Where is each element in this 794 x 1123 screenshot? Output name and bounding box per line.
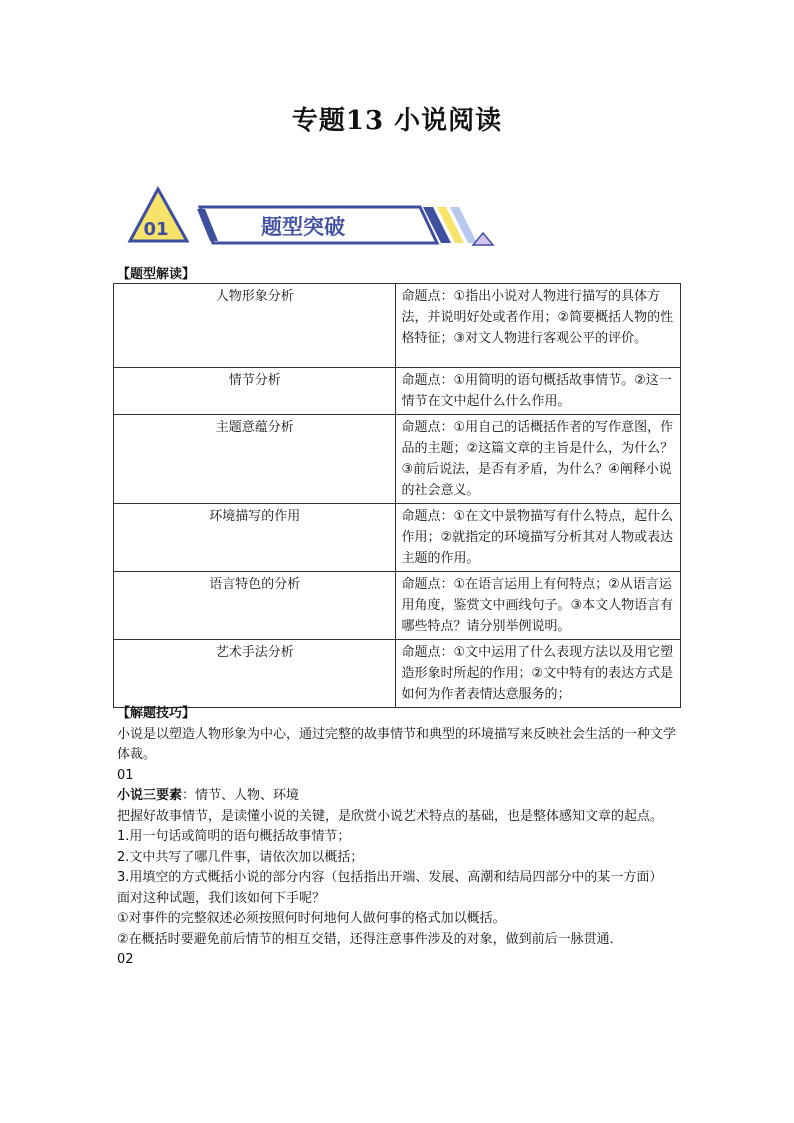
table-row	[114, 572, 681, 640]
small-triangle	[473, 233, 493, 245]
table-row	[114, 284, 681, 368]
banner-text: 题型突破	[261, 215, 345, 239]
section-banner	[125, 185, 495, 250]
section-number: 02	[117, 952, 134, 967]
desc-cell: 命题点：①文中运用了什么表现方法以及用它塑造形象时所起的作用；②文中特有的表达方式是如何为作者表情达意服务的；	[396, 640, 681, 708]
intro-paragraph: 小说是以塑造人物形象为中心，通过完整的故事情节和典型的环境描写来反映社会生活的一种文学体裁。	[117, 726, 677, 762]
list-item: 2.文中共写了哪几件事，请依次加以概括；	[117, 849, 364, 865]
type-cell: 语言特色的分析	[114, 572, 396, 640]
desc-cell: 命题点：①在语言运用上有何特点；②从语言运用角度，鉴赏文中画线句子。③本文人物语言有哪些特点？请分别举例说明。	[396, 572, 681, 640]
three-elements	[117, 786, 687, 807]
type-cell: 情节分析	[114, 368, 396, 415]
plot-paragraph: 把握好故事情节，是读懂小说的关键，是欣赏小说艺术特点的基础，也是整体感知文章的起点。	[117, 808, 664, 824]
type-cell: 艺术手法分析	[114, 640, 396, 708]
question-line: 面对这种试题，我们该如何下手呢？	[117, 890, 326, 906]
section-number: 01	[117, 767, 134, 783]
section-label-tips: 【解题技巧】	[117, 706, 196, 721]
desc-cell: 命题点：①用简明的语句概括故事情节。②这一情节在文中起什么什么作用。	[396, 368, 681, 415]
solving-tips	[117, 704, 687, 971]
table-row	[114, 368, 681, 415]
list-item: 3.用填空的方式概括小说的部分内容（包括指出开端、发展、高潮和结局四部分中的某一方面）	[117, 870, 663, 885]
question-type-table	[113, 283, 681, 708]
type-cell: 环境描写的作用	[114, 504, 396, 572]
tip-item: ①对事件的完整叙述必须按照何时何地何人做何事的格式加以概括。	[117, 911, 506, 926]
three-elements-label: 小说三要素	[117, 788, 183, 803]
section-label-interpretation: 【题型解读】	[117, 267, 196, 282]
three-elements-items: ：情节、人物、环境	[182, 788, 300, 803]
table-row	[114, 640, 681, 708]
list-item: 1.用一句话或简明的语句概括故事情节；	[117, 829, 351, 844]
desc-cell: 命题点：①指出小说对人物进行描写的具体方法，并说明好处或者作用；②简要概括人物的性格特征；③对文人物进行客观公平的评价。	[396, 284, 681, 368]
type-cell: 人物形象分析	[114, 284, 396, 368]
table-row	[114, 415, 681, 504]
desc-cell: 命题点：①用自己的话概括作者的写作意图，作品的主题；②这篇文章的主旨是什么，为什么？③前后说法，是否有矛盾，为什么？④阐释小说的社会意义。	[396, 415, 681, 504]
table-row	[114, 504, 681, 572]
desc-cell: 命题点：①在文中景物描写有什么特点，起什么作用；②就指定的环境描写分析其对人物或表达主题的作用。	[396, 504, 681, 572]
page-title: 专题13 小说阅读	[291, 106, 503, 136]
tip-item: ②在概括时要避免前后情节的相互交错，还得注意事件涉及的对象，做到前后一脉贯通．	[117, 931, 623, 947]
type-cell: 主题意蕴分析	[114, 415, 396, 504]
banner-number: 01	[143, 219, 169, 240]
